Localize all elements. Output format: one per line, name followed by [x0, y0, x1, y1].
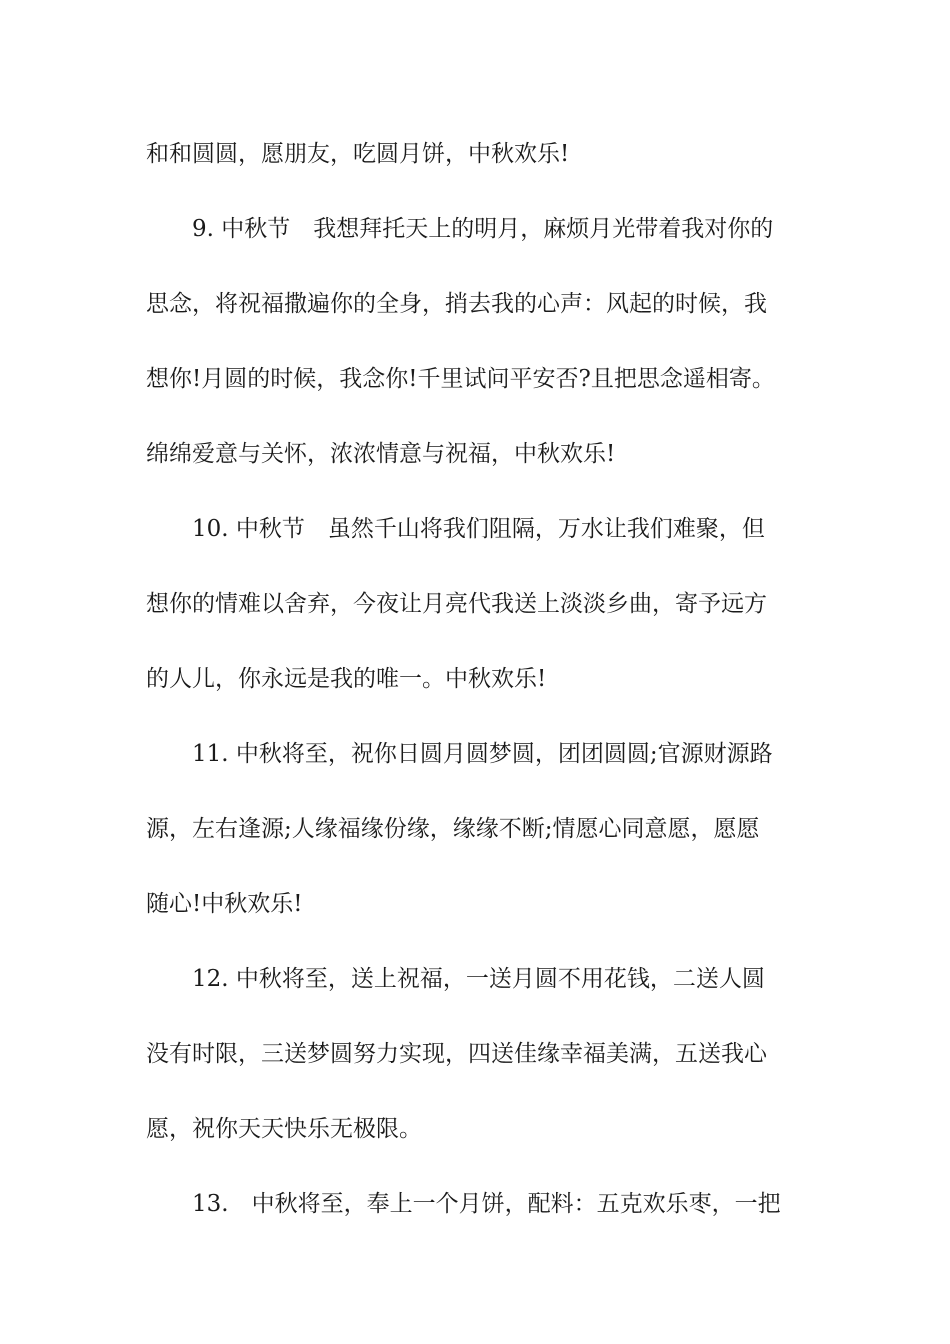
text-line: 和和圆圆，愿朋友，吃圆月饼，中秋欢乐!	[146, 141, 570, 167]
body-text	[146, 126, 826, 1232]
text-line: 的人儿，你永远是我的唯一。中秋欢乐!	[146, 666, 547, 692]
text-line: 源，左右逢源;人缘福缘份缘，缘缘不断;情愿心同意愿，愿愿	[146, 816, 760, 842]
text-line: 随心!中秋欢乐!	[146, 891, 303, 917]
text-line: 想你!月圆的时候，我念你!千里试问平安否?且把思念遥相寄。	[146, 366, 775, 392]
text-line: 12. 中秋将至，送上祝福，一送月圆不用花钱，二送人圆	[192, 966, 765, 992]
text-line: 想你的情难以舍弃，今夜让月亮代我送上淡淡乡曲，寄予远方	[146, 591, 767, 617]
text-line: 绵绵爱意与关怀，浓浓情意与祝福，中秋欢乐!	[146, 441, 616, 467]
text-line: 思念，将祝福撒遍你的全身，捎去我的心声：风起的时候，我	[146, 291, 767, 317]
text-line: 9. 中秋节 我想拜托天上的明月，麻烦月光带着我对你的	[192, 216, 774, 242]
text-line: 10. 中秋节 虽然千山将我们阻隔，万水让我们难聚，但	[192, 516, 765, 542]
text-line: 13. 中秋将至，奉上一个月饼，配料：五克欢乐枣，一把	[192, 1191, 781, 1217]
text-line: 11. 中秋将至，祝你日圆月圆梦圆，团团圆圆;官源财源路	[192, 741, 773, 767]
text-line: 愿，祝你天天快乐无极限。	[146, 1116, 422, 1142]
text-line: 没有时限，三送梦圆努力实现，四送佳缘幸福美满，五送我心	[146, 1041, 767, 1067]
